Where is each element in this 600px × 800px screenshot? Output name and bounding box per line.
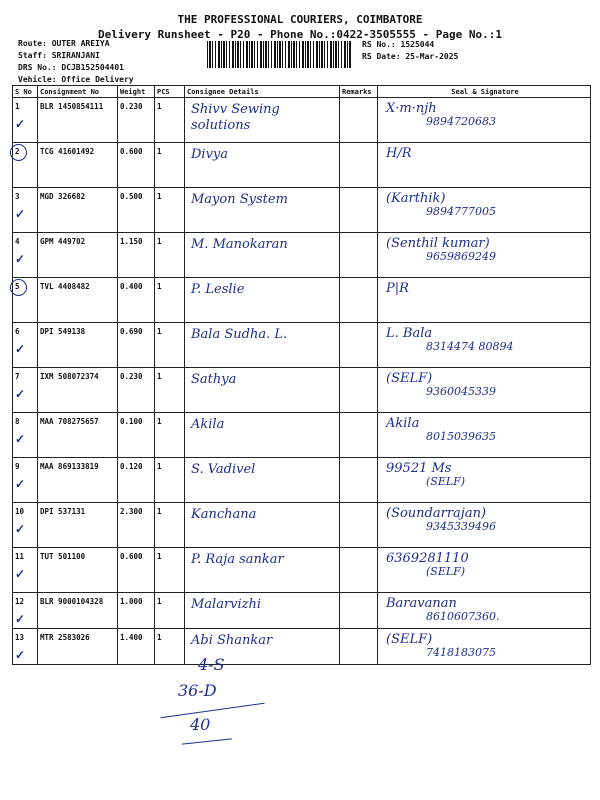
cell-signature xyxy=(378,143,591,188)
sno-value: 13 xyxy=(15,633,25,642)
table-row xyxy=(13,233,591,278)
tick-mark-icon: ✓ xyxy=(15,387,26,401)
signature-phone: 8610607360. xyxy=(426,610,500,623)
total-divider xyxy=(160,703,264,719)
signature-main: (Senthil kumar) xyxy=(386,236,490,251)
tick-mark-icon: ✓ xyxy=(15,567,26,581)
cell-pcs: 1 xyxy=(155,629,185,665)
cell-signature xyxy=(378,98,591,143)
consignee-name: Sathya xyxy=(191,372,237,387)
col-weight: Weight xyxy=(118,86,155,98)
table-row xyxy=(13,413,591,458)
consignee-name: Akila xyxy=(191,417,225,432)
table-row xyxy=(13,323,591,368)
cell-remarks xyxy=(340,629,378,665)
cell-weight: 1.000 xyxy=(118,593,155,629)
cell-weight: 0.100 xyxy=(118,413,155,458)
cell-remarks xyxy=(340,593,378,629)
cell-signature xyxy=(378,413,591,458)
signature xyxy=(380,237,588,263)
cell-pcs: 1 xyxy=(155,368,185,413)
cell-remarks xyxy=(340,323,378,368)
consignee-name: Malarvizhi xyxy=(191,597,262,612)
col-consignment: Consignment No xyxy=(38,86,118,98)
cell-consignment: MGD 326682 xyxy=(38,188,118,233)
col-remarks: Remarks xyxy=(340,86,378,98)
cell-consignment: TCG 41601492 xyxy=(38,143,118,188)
sheet-meta-right xyxy=(362,39,458,63)
table-row xyxy=(13,368,591,413)
barcode xyxy=(207,41,351,68)
cell-signature xyxy=(378,629,591,665)
cell-pcs: 1 xyxy=(155,233,185,278)
total-underline xyxy=(182,738,232,744)
signature-phone: 8015039635 xyxy=(426,430,496,443)
cell-weight: 0.230 xyxy=(118,98,155,143)
cell-weight: 0.400 xyxy=(118,278,155,323)
sno-value: 3 xyxy=(15,192,20,201)
cell-remarks xyxy=(340,278,378,323)
signature-phone: 9659869249 xyxy=(426,250,496,263)
signature-main: (SELF) xyxy=(386,632,433,647)
cell-signature xyxy=(378,278,591,323)
signature-main: Baravanan xyxy=(386,596,457,611)
signature xyxy=(380,633,588,659)
signature-phone: 9360045339 xyxy=(426,385,496,398)
signature xyxy=(380,102,588,128)
table-row xyxy=(13,503,591,548)
signature-phone: 9894720683 xyxy=(426,115,496,128)
tick-mark-icon: ✓ xyxy=(15,477,26,491)
cell-consignment: TVL 4408482 xyxy=(38,278,118,323)
cell-consignee xyxy=(185,188,340,233)
table-header-row xyxy=(13,86,591,98)
signature-phone: (SELF) xyxy=(426,475,466,488)
signature xyxy=(380,372,588,398)
cell-weight: 1.150 xyxy=(118,233,155,278)
cell-remarks xyxy=(340,188,378,233)
consignee-name: P. Raja sankar xyxy=(191,552,284,567)
tick-mark-icon: ✓ xyxy=(15,648,26,662)
signature-main: X·m·njh xyxy=(386,101,437,116)
cell-signature xyxy=(378,233,591,278)
cell-remarks xyxy=(340,548,378,593)
sno-value: 7 xyxy=(15,372,20,381)
total-line-1: 4-S xyxy=(198,655,225,674)
tick-mark-icon: ✓ xyxy=(15,432,26,446)
cell-pcs: 1 xyxy=(155,458,185,503)
route-field: Route: OUTER AREIYA xyxy=(18,39,110,48)
cell-remarks xyxy=(340,413,378,458)
cell-pcs: 1 xyxy=(155,413,185,458)
cell-sno xyxy=(13,368,38,413)
cell-remarks xyxy=(340,503,378,548)
cell-weight: 0.690 xyxy=(118,323,155,368)
table-row xyxy=(13,98,591,143)
cell-remarks xyxy=(340,233,378,278)
consignee-name: Shivv Sewing solutions xyxy=(191,102,280,133)
cell-signature xyxy=(378,503,591,548)
signature xyxy=(380,507,588,533)
vehicle-field: Vehicle: Office Delivery xyxy=(18,75,134,84)
consignee-name: Bala Sudha. L. xyxy=(191,327,288,342)
signature xyxy=(380,597,588,623)
cell-consignee xyxy=(185,98,340,143)
sno-value: 10 xyxy=(15,507,25,516)
cell-remarks xyxy=(340,458,378,503)
cell-signature xyxy=(378,368,591,413)
cell-consignment: MTR 2583026 xyxy=(38,629,118,665)
rs-number-field: RS No.: 1525044 xyxy=(362,40,435,49)
cell-signature xyxy=(378,323,591,368)
consignee-name: Divya xyxy=(191,147,229,162)
signature xyxy=(380,327,588,353)
cell-sno xyxy=(13,143,38,188)
cell-consignee xyxy=(185,278,340,323)
sno-value: 1 xyxy=(15,102,20,111)
cell-pcs: 1 xyxy=(155,143,185,188)
cell-consignment: MAA 708275657 xyxy=(38,413,118,458)
signature xyxy=(380,417,588,443)
cell-pcs: 1 xyxy=(155,503,185,548)
tick-mark-icon: ✓ xyxy=(15,342,26,356)
sno-value: 9 xyxy=(15,462,20,471)
cell-pcs: 1 xyxy=(155,98,185,143)
signature xyxy=(380,462,588,488)
table-row xyxy=(13,188,591,233)
cell-weight: 2.300 xyxy=(118,503,155,548)
table-row xyxy=(13,458,591,503)
total-line-2: 36-D xyxy=(178,681,217,700)
consignee-name: M. Manokaran xyxy=(191,237,288,252)
col-signature: Seal & Signature xyxy=(378,86,591,98)
cell-sno xyxy=(13,548,38,593)
signature-main: P|R xyxy=(386,281,409,296)
cell-remarks xyxy=(340,143,378,188)
signature-phone: 7418183075 xyxy=(426,646,496,659)
sno-value: 4 xyxy=(15,237,20,246)
sno-value: 12 xyxy=(15,597,25,606)
signature-main: H/R xyxy=(386,146,412,161)
cell-consignment: DPI 549138 xyxy=(38,323,118,368)
cell-signature xyxy=(378,548,591,593)
sno-value: 11 xyxy=(15,552,25,561)
cell-sno xyxy=(13,413,38,458)
tick-mark-icon: ✓ xyxy=(15,252,26,266)
signature-phone: 8314474 80894 xyxy=(426,340,514,353)
runsheet-table xyxy=(12,85,591,665)
cell-pcs: 1 xyxy=(155,278,185,323)
cell-sno xyxy=(13,629,38,665)
signature-main: 99521 Ms xyxy=(386,461,452,476)
cell-pcs: 1 xyxy=(155,188,185,233)
cell-weight: 1.400 xyxy=(118,629,155,665)
signature-main: L. Bala xyxy=(386,326,433,341)
cell-consignee xyxy=(185,368,340,413)
tick-mark-icon: ✓ xyxy=(15,612,26,626)
runsheet-subtitle: Delivery Runsheet - P20 - Phone No.:0422-3505555 - Page No.:1 xyxy=(98,28,502,41)
sno-value: 5 xyxy=(15,282,20,291)
signature xyxy=(380,192,588,218)
col-sno: S No xyxy=(13,86,38,98)
cell-consignee xyxy=(185,413,340,458)
cell-weight: 0.500 xyxy=(118,188,155,233)
cell-pcs: 1 xyxy=(155,323,185,368)
cell-consignment: GPM 449702 xyxy=(38,233,118,278)
signature-main: Akila xyxy=(386,416,420,431)
cell-remarks xyxy=(340,368,378,413)
sno-value: 6 xyxy=(15,327,20,336)
cell-consignee xyxy=(185,233,340,278)
table-row xyxy=(13,143,591,188)
cell-sno xyxy=(13,593,38,629)
cell-pcs: 1 xyxy=(155,548,185,593)
col-consignee: Consignee Details xyxy=(185,86,340,98)
cell-consignee xyxy=(185,593,340,629)
cell-consignment: MAA 869133819 xyxy=(38,458,118,503)
tick-mark-icon: ✓ xyxy=(15,207,26,221)
cell-signature xyxy=(378,458,591,503)
cell-consignee xyxy=(185,323,340,368)
cell-consignee xyxy=(185,458,340,503)
table-row xyxy=(13,278,591,323)
table-row xyxy=(13,629,591,665)
signature xyxy=(380,282,588,295)
drs-field: DRS No.: DCJB152504401 xyxy=(18,63,124,72)
cell-consignment: BLR 1450854111 xyxy=(38,98,118,143)
circle-mark-icon xyxy=(10,279,27,296)
cell-sno xyxy=(13,278,38,323)
sno-value: 8 xyxy=(15,417,20,426)
sno-value: 2 xyxy=(15,147,20,156)
cell-signature xyxy=(378,593,591,629)
cell-consignee xyxy=(185,548,340,593)
signature-main: (Karthik) xyxy=(386,191,446,206)
signature-main: 6369281110 xyxy=(386,551,469,566)
cell-pcs: 1 xyxy=(155,593,185,629)
cell-weight: 0.120 xyxy=(118,458,155,503)
cell-sno xyxy=(13,233,38,278)
consignee-name: P. Leslie xyxy=(191,282,245,297)
cell-weight: 0.600 xyxy=(118,548,155,593)
cell-consignment: DPI 537131 xyxy=(38,503,118,548)
tick-mark-icon: ✓ xyxy=(15,522,26,536)
col-pcs: PCS xyxy=(155,86,185,98)
signature-main: (SELF) xyxy=(386,371,433,386)
tick-mark-icon: ✓ xyxy=(15,117,26,131)
consignee-name: S. Vadivel xyxy=(191,462,256,477)
cell-weight: 0.600 xyxy=(118,143,155,188)
signature-phone: 9345339496 xyxy=(426,520,496,533)
total-line-3: 40 xyxy=(190,715,211,734)
cell-consignment: BLR 9000104328 xyxy=(38,593,118,629)
cell-consignee xyxy=(185,143,340,188)
cell-consignment: IXM 508072374 xyxy=(38,368,118,413)
cell-weight: 0.230 xyxy=(118,368,155,413)
cell-remarks xyxy=(340,98,378,143)
cell-sno xyxy=(13,458,38,503)
table-row xyxy=(13,593,591,629)
signature xyxy=(380,552,588,578)
circle-mark-icon xyxy=(10,144,27,161)
cell-sno xyxy=(13,323,38,368)
staff-field: Staff: SRIRANJANI xyxy=(18,51,100,60)
cell-sno xyxy=(13,188,38,233)
cell-sno xyxy=(13,98,38,143)
cell-sno xyxy=(13,503,38,548)
signature-main: (Soundarrajan) xyxy=(386,506,487,521)
cell-consignment: TUT 501100 xyxy=(38,548,118,593)
consignee-name: Kanchana xyxy=(191,507,257,522)
signature-phone: (SELF) xyxy=(426,565,466,578)
cell-consignee xyxy=(185,503,340,548)
sheet-meta-left xyxy=(18,38,134,86)
cell-signature xyxy=(378,188,591,233)
signature xyxy=(380,147,588,160)
table-row xyxy=(13,548,591,593)
consignee-name: Mayon System xyxy=(191,192,288,207)
signature-phone: 9894777005 xyxy=(426,205,496,218)
rs-date-field: RS Date: 25-Mar-2025 xyxy=(362,52,459,61)
company-title: THE PROFESSIONAL COURIERS, COIMBATORE xyxy=(177,13,423,26)
consignee-name: Abi Shankar xyxy=(191,633,273,648)
